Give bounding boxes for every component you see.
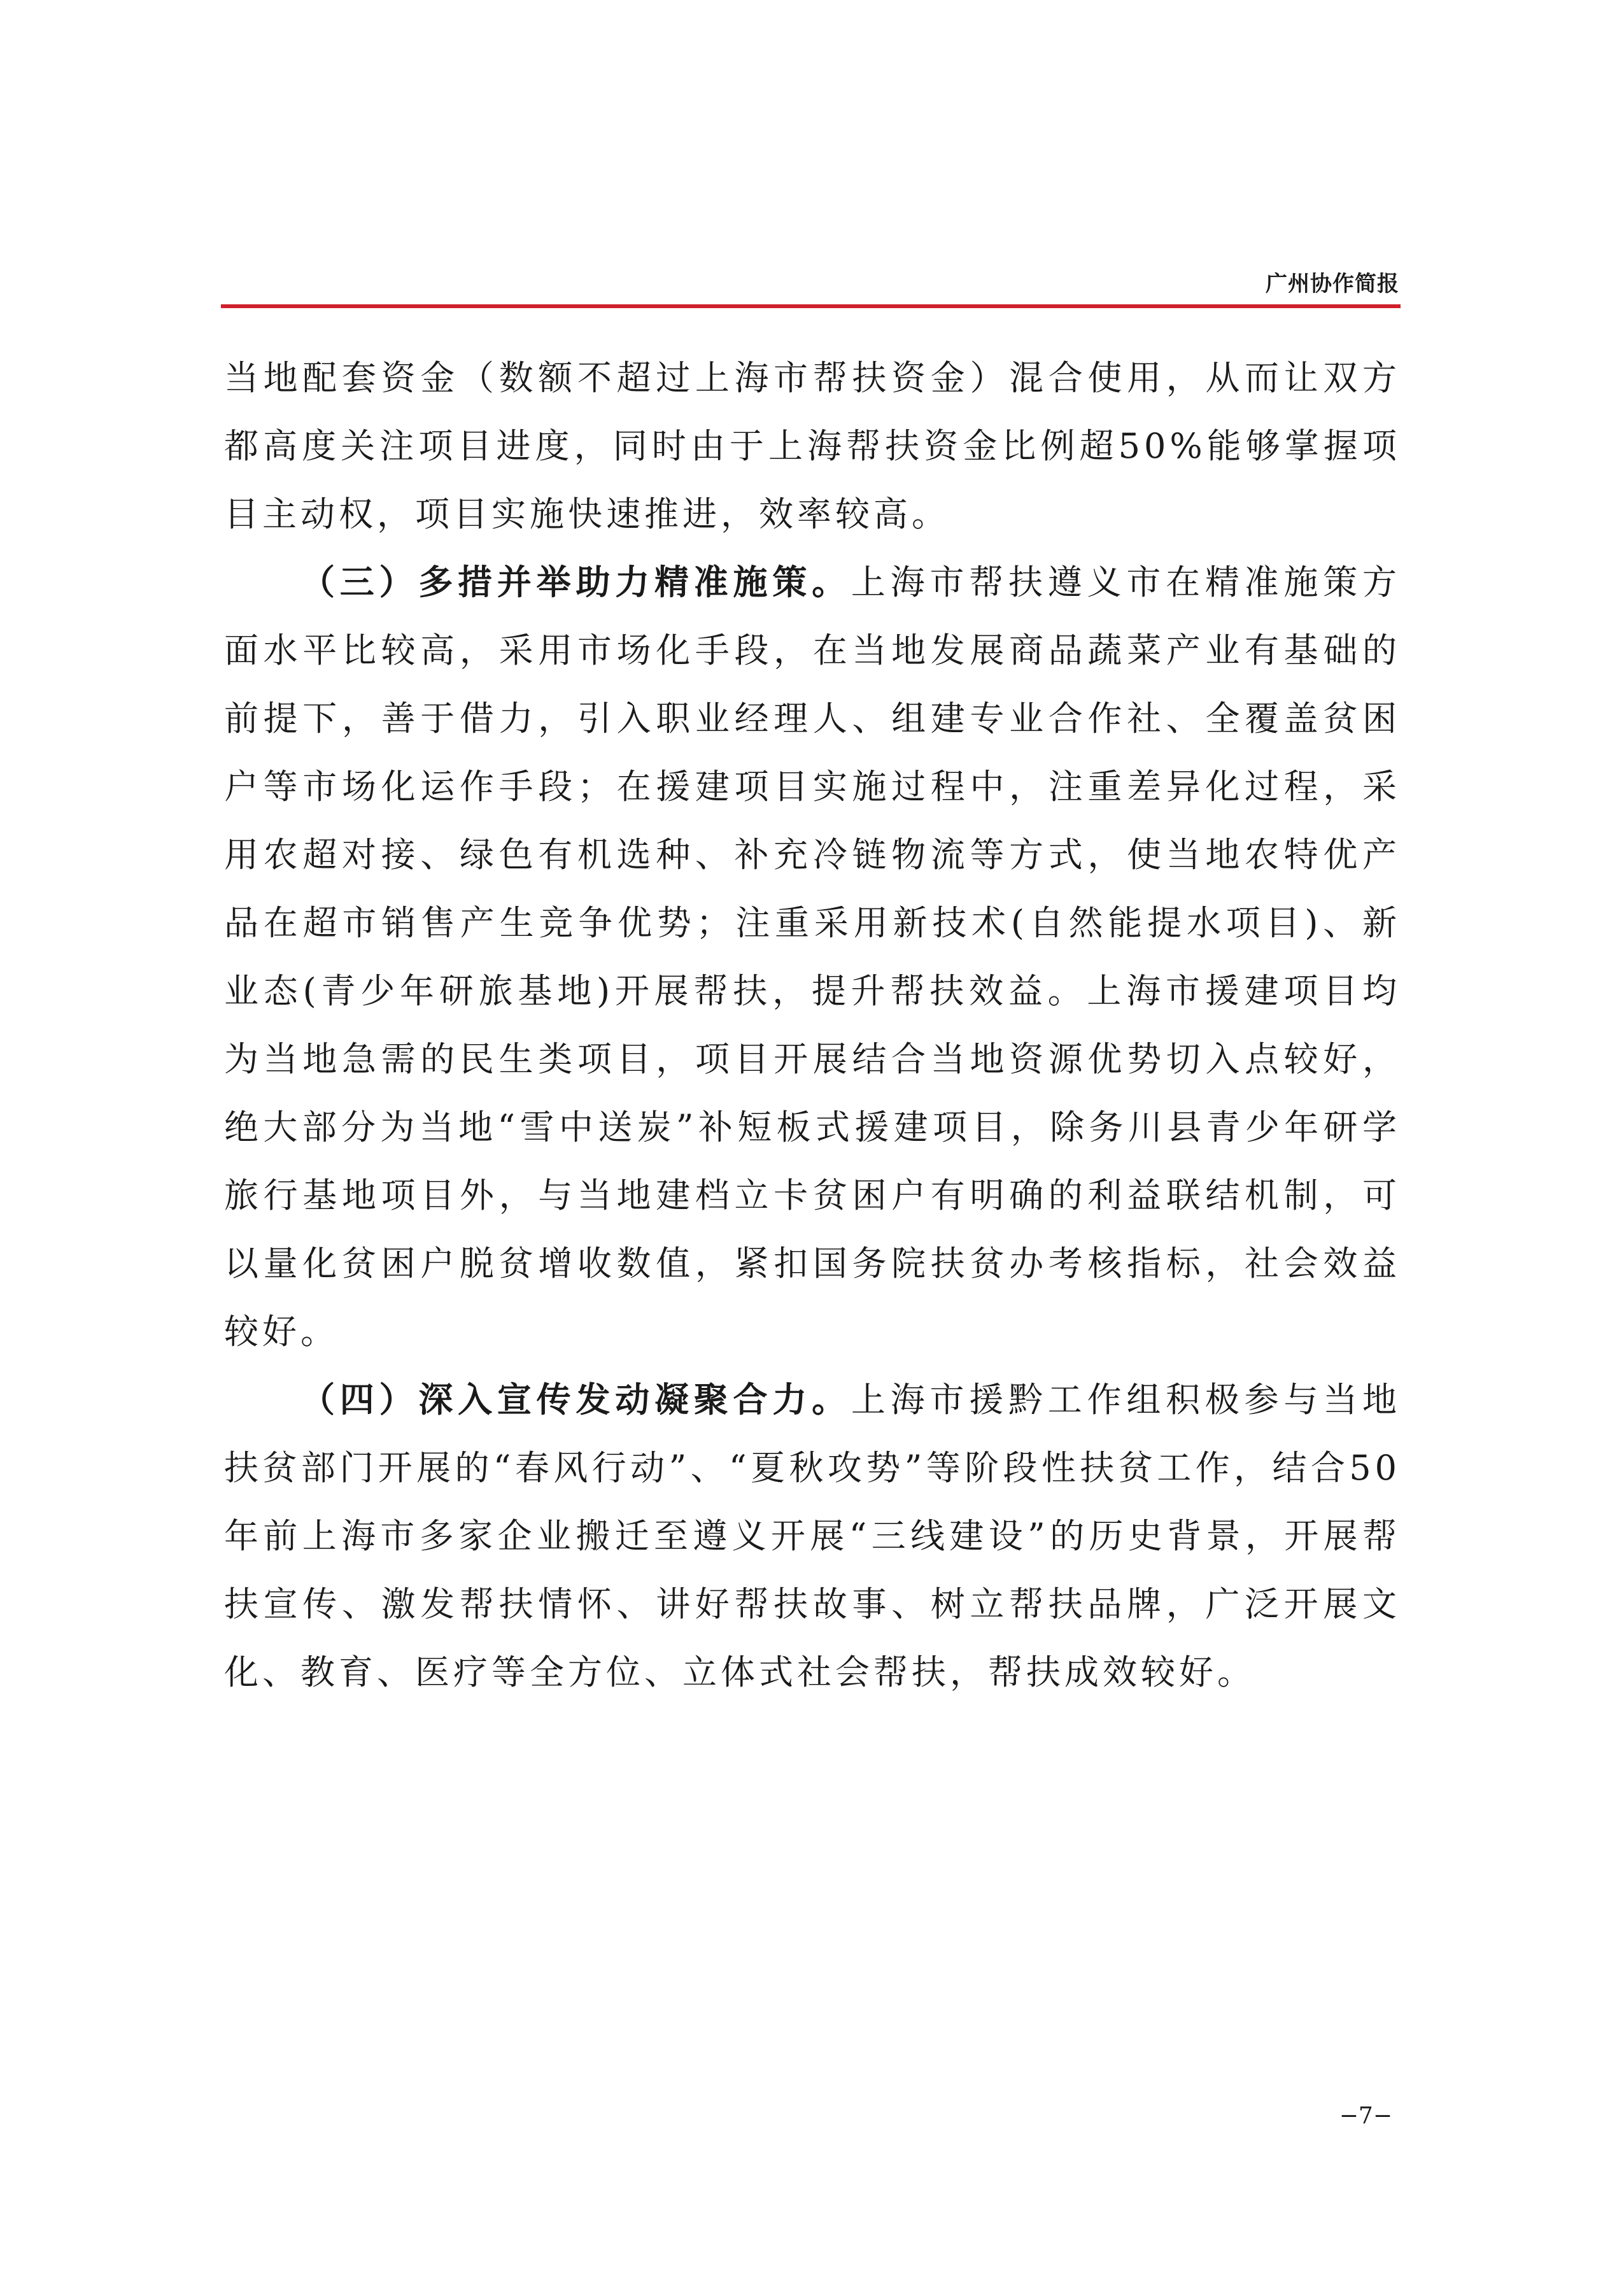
paragraph-text: 上海市援黔工作组积极参与当地扶贫部门开展的“春风行动”、“夏秋攻势”等阶段性扶贫工作，结合50年前上海市多家企业搬迁至遵义开展“三线建设”的历史背景，开展帮扶宣传、激发帮扶情怀、讲好帮扶故事、树立帮扶品牌，广泛开展文化、教育、医疗等全方位、立体式社会帮扶，帮扶成效较好。 [224, 1380, 1401, 1692]
page-number: −7− [1339, 2103, 1392, 2129]
paragraph-text: 当地配套资金（数额不超过上海市帮扶资金）混合使用，从而让双方都高度关注项目进度，同时由于上海帮扶资金比例超50%能够掌握项目主动权，项目实施快速推进，效率较高。 [224, 358, 1401, 534]
section-heading: （四）深入宣传发动凝聚合力。 [300, 1379, 851, 1420]
paragraph-continuation [224, 344, 1401, 548]
publication-title: 广州协作简报 [1266, 271, 1399, 297]
header-divider [221, 304, 1401, 308]
paragraph-section-four [224, 1366, 1401, 1706]
paragraph-section-three [224, 548, 1401, 1366]
document-body [224, 344, 1401, 1706]
section-heading: （三）多措并举助力精准施策。 [300, 562, 851, 602]
paragraph-text: 上海市帮扶遵义市在精准施策方面水平比较高，采用市场化手段，在当地发展商品蔬菜产业有基础的前提下，善于借力，引入职业经理人、组建专业合作社、全覆盖贫困户等市场化运作手段；在援建项目实施过程中，注重差异化过程，采用农超对接、绿色有机选种、补充冷链物流等方式，使当地农特优产品在超市销售产生竞争优势；注重采用新技术(自然能提水项目)、新业态(青少年研旅基地)开展帮扶，提升帮扶效益。上海市援建项目均为当地急需的民生类项目，项目开展结合当地资源优势切入点较好，绝大部分为当地“雪中送炭”补短板式援建项目，除务川县青少年研学旅行基地项目外，与当地建档立卡贫困户有明确的利益联结机制，可以量化贫困户脱贫增收数值，紧扣国务院扶贫办考核指标，社会效益较好。 [224, 562, 1401, 1352]
